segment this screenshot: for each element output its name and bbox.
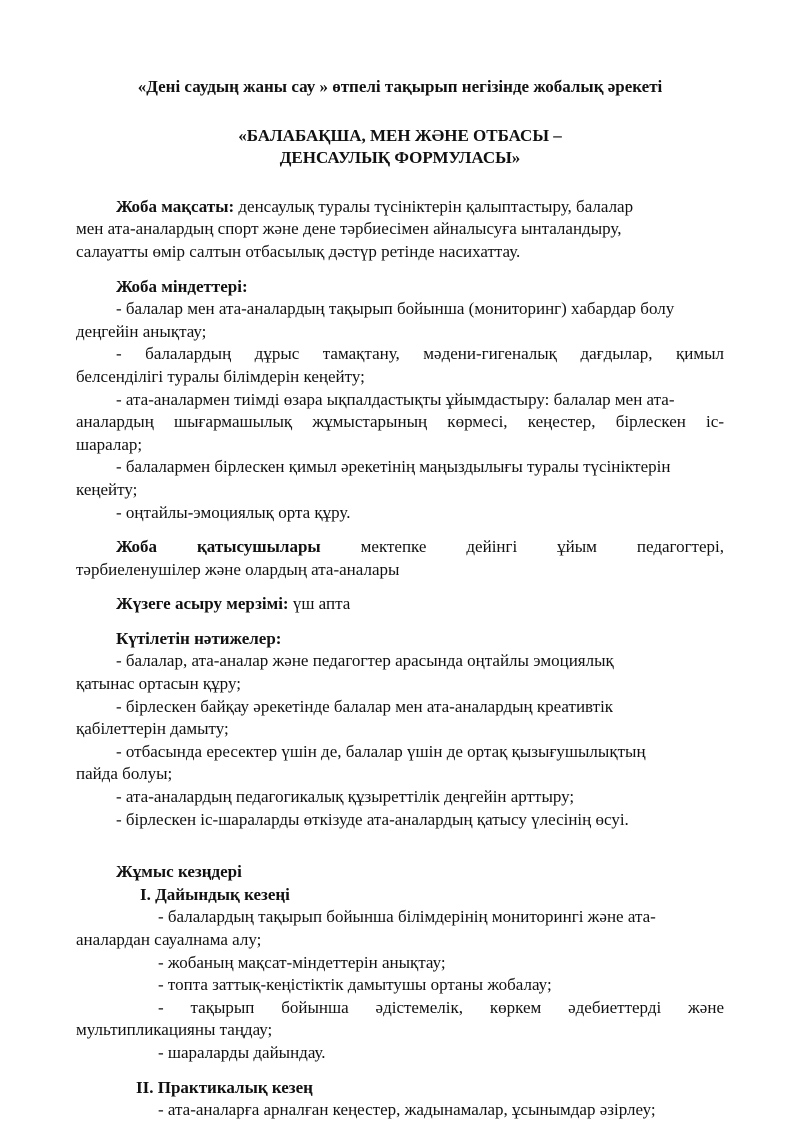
results-section: [76, 628, 724, 831]
result-3-line-1: - отбасында ересектер үшін де, балалар үшін де ортақ қызығушылықтың: [116, 741, 646, 761]
goal-label: Жоба мақсаты:: [116, 196, 235, 216]
document-title: [76, 125, 724, 170]
result-1-line-1: - балалар, ата-аналар және педагогтер арасында оңтайлы эмоциялық: [116, 651, 614, 671]
term-value: үш апта: [288, 594, 351, 614]
participants-section: [76, 536, 724, 581]
goal-text-1: денсаулық туралы түсініктерін қалыптастыру, балалар: [234, 196, 634, 216]
result-2-line-1: - бірлескен байқау әрекетінде балалар мен ата-аналардың креативтік: [116, 696, 614, 716]
participants-label: Жоба қатысушылары: [116, 537, 321, 557]
stage-1-title: I. Дайындық кезеңі: [140, 884, 290, 904]
stage-2-title: II. Практикалық кезең: [136, 1077, 313, 1097]
stage-1-item-1-line-1: - балалардың тақырып бойынша білімдерінің мониторингі және ата-: [158, 907, 656, 927]
results-label: Күтілетін нәтижелер:: [116, 628, 282, 648]
task-4-line-2: кеңейту;: [76, 479, 138, 499]
task-3-line-2: аналардың шығармашылық жұмыстарының көрмесі, кеңестер, бірлескен іс-: [76, 412, 724, 432]
stage-1-item-1-line-2: аналардан сауалнама алу;: [76, 930, 262, 949]
title-line-1: «БАЛАБАҚША, МЕН ЖӘНЕ ОТБАСЫ –: [238, 125, 562, 145]
term-label: Жүзеге асыру мерзімі:: [116, 594, 289, 614]
stage-1-item-3: - топта заттық-кеңістіктік дамытушы ортаны жобалау;: [158, 975, 552, 995]
document-subtitle: «Дені саудың жаны сау » өтпелі тақырып негізінде жобалық әрекеті: [137, 77, 663, 96]
stage-1-item-5: - шараларды дайындау.: [158, 1042, 326, 1062]
term-section: [76, 593, 724, 616]
task-1-line-2: деңгейін анықтау;: [76, 321, 207, 341]
task-2-line-2: белсенділігі туралы білімдерін кеңейту;: [76, 366, 365, 386]
title-line-2: ДЕНСАУЛЫҚ ФОРМУЛАСЫ»: [279, 148, 521, 168]
goal-text-3: салауатты өмір салтын отбасылық дәстүр ретінде насихаттау.: [76, 241, 521, 261]
result-5: - бірлескен іс-шараларды өткізуде ата-аналардың қатысу үлесінің өсуі.: [116, 809, 629, 829]
goal-text-2: мен ата-аналардың спорт және дене тәрбиесімен айналысуға ынталандыру,: [76, 219, 622, 239]
stage-1-item-4-line-1: - тақырып бойынша әдістемелік, көркем әдебиеттерді және: [158, 997, 724, 1017]
stages-label: Жұмыс кезңдері: [116, 862, 242, 882]
task-3-line-1: - ата-аналармен тиімді өзара ықпалдастықты ұйымдастыру: балалар мен ата-: [116, 389, 675, 409]
task-3-line-3: шаралар;: [76, 434, 143, 454]
stage-1-item-2: - жобаның мақсат-міндеттерін анықтау;: [158, 952, 446, 972]
participants-text-2: тәрбиеленушілер және олардың ата-аналары: [76, 559, 400, 579]
result-3-line-2: пайда болуы;: [76, 764, 173, 784]
task-1-line-1: - балалар мен ата-аналардың тақырып бойынша (мониторинг) хабардар болу: [116, 299, 675, 319]
result-2-line-2: қабілеттерін дамыту;: [76, 719, 229, 739]
stage-2-item-1: - ата-аналарға арналған кеңестер, жадынамалар, ұсынымдар әзірлеу;: [158, 1100, 656, 1120]
stages-section: [76, 861, 724, 1122]
goal-section: [76, 196, 724, 264]
result-1-line-2: қатынас ортасын құру;: [76, 674, 241, 694]
result-4: - ата-аналардың педагогикалық құзыреттілік деңгейін арттыру;: [116, 787, 575, 807]
tasks-label: Жоба міндеттері:: [116, 276, 248, 296]
stage-1-item-4-line-2: мультипликацияны таңдау;: [76, 1020, 273, 1040]
tasks-section: [76, 276, 724, 525]
task-2-line-1: - балалардың дұрыс тамақтану, мәдени-гигеналық дағдылар, қимыл: [116, 344, 724, 364]
participants-text-1: мектепке дейінгі ұйым педагогтері,: [320, 537, 724, 557]
task-5: - оңтайлы-эмоциялық орта құру.: [116, 502, 351, 522]
task-4-line-1: - балалармен бірлескен қимыл әрекетінің маңыздылығы туралы түсініктерін: [116, 457, 671, 477]
